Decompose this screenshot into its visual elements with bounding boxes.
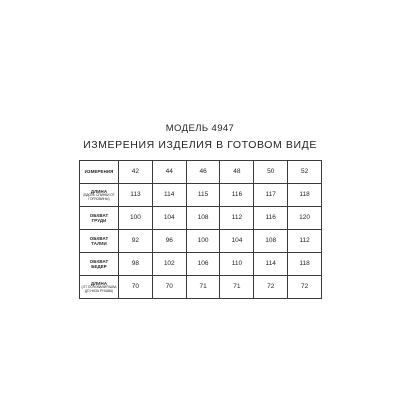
- value-cell: 117: [254, 184, 288, 207]
- header-label: ИЗМЕРЕНИЯ: [84, 169, 114, 175]
- table-row: [80, 276, 322, 299]
- size-cell: 44: [152, 161, 186, 184]
- value-cell: 102: [152, 253, 186, 276]
- row-label: ГРУДИ: [91, 218, 107, 223]
- value-cell: 72: [288, 276, 322, 299]
- value-cell: 114: [254, 253, 288, 276]
- value-cell: 92: [119, 230, 153, 253]
- row-label: БЕДЕР: [91, 264, 107, 269]
- table-row: [80, 207, 322, 230]
- value-cell: 104: [152, 207, 186, 230]
- value-cell: 71: [220, 276, 254, 299]
- row-label: ОБХВАТ: [89, 235, 109, 241]
- value-cell: 104: [220, 230, 254, 253]
- row-label: ОБХВАТ: [89, 212, 109, 218]
- value-cell: 108: [186, 207, 220, 230]
- value-cell: 100: [119, 207, 153, 230]
- row-label: ДЛИНА: [90, 280, 108, 286]
- row-label-cell: [80, 276, 119, 299]
- model-number: МОДЕЛЬ 4947: [165, 123, 235, 134]
- value-cell: 114: [152, 184, 186, 207]
- row-label-cell: [80, 230, 119, 253]
- value-cell: 112: [288, 230, 322, 253]
- row-label: ТАЛИИ: [91, 241, 107, 246]
- value-cell: 116: [254, 207, 288, 230]
- row-label-note: (ВДОЛЬ СПИНКИ ОТ ГОРЛОВИНЫ): [83, 193, 115, 201]
- table-row: [80, 184, 322, 207]
- row-label: ОБХВАТ: [89, 258, 109, 264]
- row-label-cell: [80, 184, 119, 207]
- table-row: [80, 230, 322, 253]
- size-cell: 46: [186, 161, 220, 184]
- value-cell: 106: [186, 253, 220, 276]
- value-cell: 113: [119, 184, 153, 207]
- page-title: ИЗМЕРЕНИЯ ИЗДЕЛИЯ В ГОТОВОМ ВИДЕ: [83, 139, 317, 151]
- value-cell: 112: [220, 207, 254, 230]
- value-cell: 98: [119, 253, 153, 276]
- size-cell: 52: [288, 161, 322, 184]
- row-label: ДЛИНА: [90, 188, 108, 194]
- value-cell: 100: [186, 230, 220, 253]
- value-cell: 118: [288, 184, 322, 207]
- size-cell: 42: [119, 161, 153, 184]
- size-cell: 50: [254, 161, 288, 184]
- value-cell: 110: [220, 253, 254, 276]
- value-cell: 70: [152, 276, 186, 299]
- size-cell: 48: [220, 161, 254, 184]
- row-label-note: (ОТ ОСНОВАНИЯ ШВА ДО НИЗА РУКАВА): [81, 285, 117, 293]
- value-cell: 96: [152, 230, 186, 253]
- value-cell: 70: [119, 276, 153, 299]
- value-cell: 72: [254, 276, 288, 299]
- table-header-row: [80, 161, 322, 184]
- value-cell: 115: [186, 184, 220, 207]
- size-table: [79, 160, 322, 299]
- value-cell: 71: [186, 276, 220, 299]
- value-cell: 108: [254, 230, 288, 253]
- row-label-cell: [80, 253, 119, 276]
- value-cell: 120: [288, 207, 322, 230]
- value-cell: 116: [220, 184, 254, 207]
- table-row: [80, 253, 322, 276]
- row-label-cell: [80, 207, 119, 230]
- header-label-cell: [80, 161, 119, 184]
- value-cell: 118: [288, 253, 322, 276]
